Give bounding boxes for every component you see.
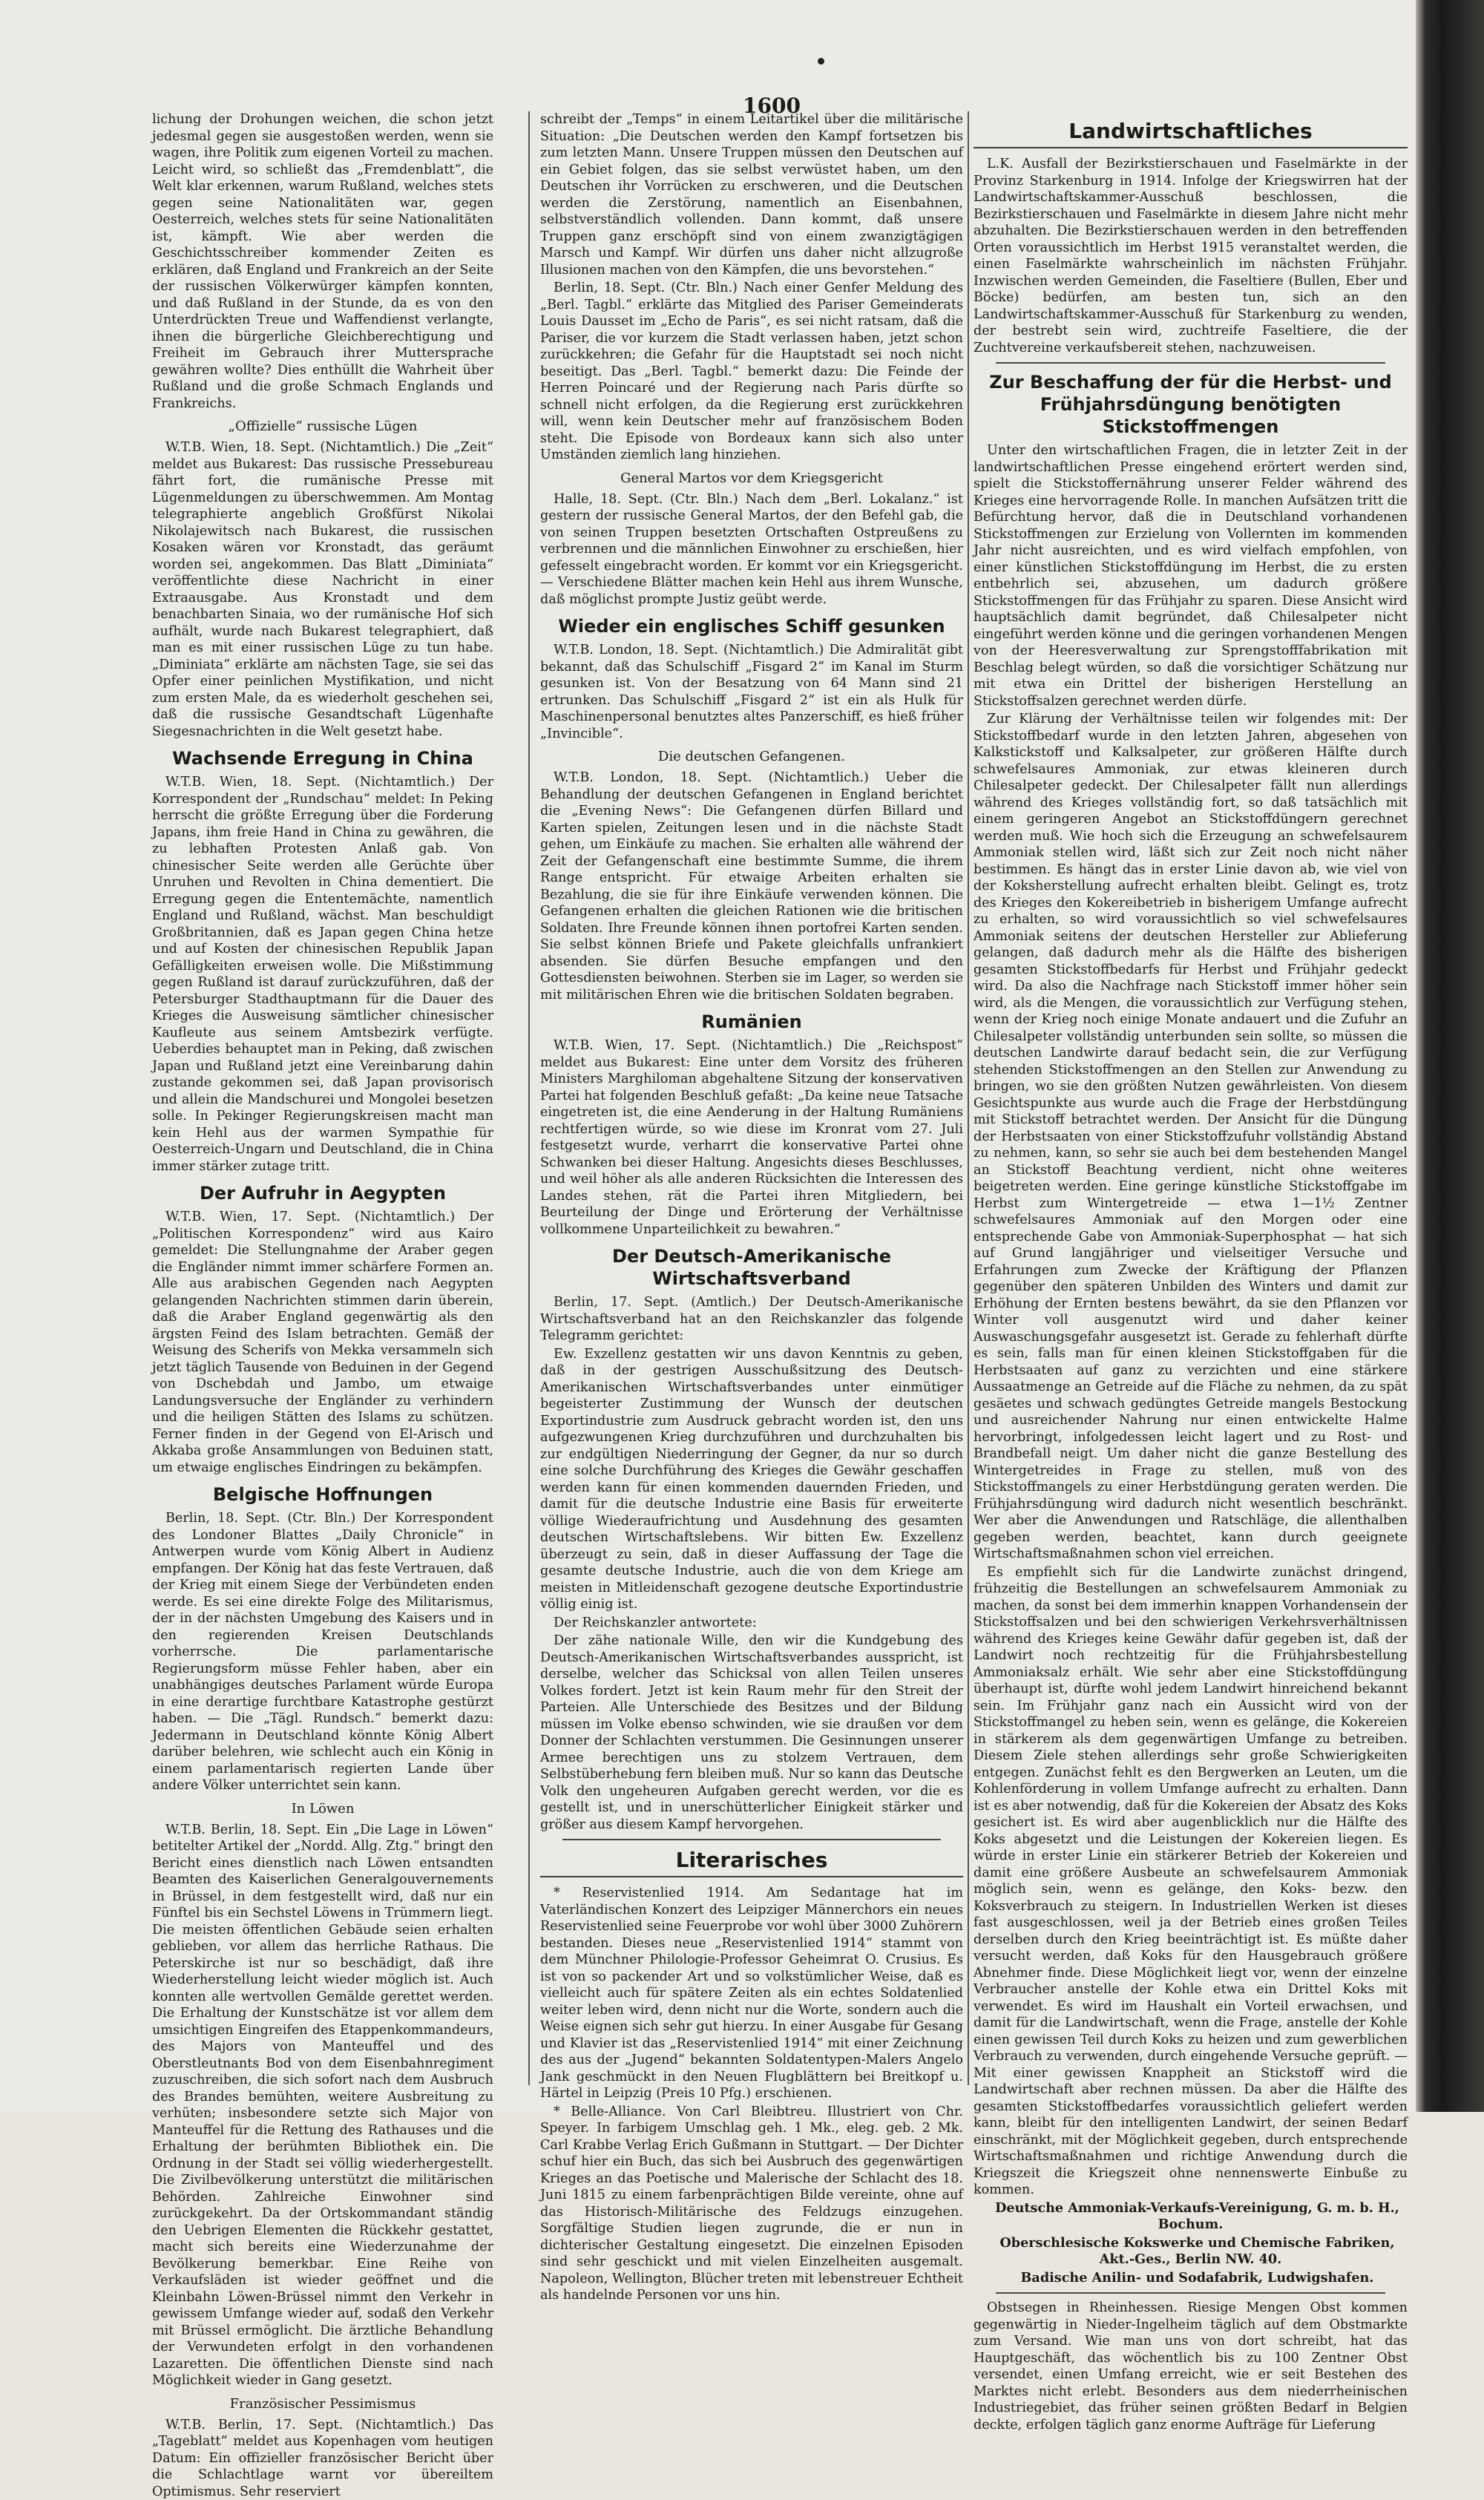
ink-dot: [818, 58, 824, 65]
article-text: lichung der Drohungen weichen, die schon jetzt jedesmal gegen sie ausgestoßen werden, wenn sie wagen, ihre Politik zum eigenen Vorteil zu machen. Leicht wird, so schließt das „Fremdenblatt“, die Welt klar erkennen, warum Rußland, welches stets gegen seine Nationalitäten war, gegen Oesterreich, welches stets für seine Nationalitäten ist, kämpft. Wie aber werden die Geschichtsschreiber kommender Zeiten es erklären, daß England und Frankreich an der Seite der russischen Völkerwürger kämpfen konnten, und daß Rußland in der Stunde, da es von den Unterdrückten Treue und Waffendienst verlangte, ihnen die bürgerliche Gleichberechtigung und Freiheit im Gebrauch ihrer Muttersprache gewähren wollte? Dies enthüllt die Wahrheit über Rußland und die große Schmach Englands und Frankreichs.: [152, 111, 493, 412]
headline-belgien: Belgische Hoffnungen: [152, 1483, 493, 1506]
column-right: [974, 111, 1408, 2093]
article-text: Unter den wirtschaftlichen Fragen, die in letzter Zeit in der landwirtschaftlichen Presse eingehend erörtert werden sind, spielt die Stickstoffernährung unserer Felder während des Krieges eine hervorragende Rolle. In manchen Aufsätzen tritt die Befürchtung hervor, daß die in Deutschland vorhandenen Stickstoffmengen zur Erzielung von Vollernten im kommenden Jahr nicht ausreichten, und es wird vielfach empfohlen, von einer künstlichen Stickstoffdüngung im Herbst, die zu ersten entbehrlich sei, abzusehen, um dadurch größere Stickstoffmengen für das Frühjahr zu sparen. Diese Ansicht wird hauptsächlich damit begründet, daß Chilesalpeter nicht eingeführt werden könne und die geringen vorhandenen Mengen von der Heeresverwaltung zur Sprengstofffabrikation mit Beschlag belegt würden, so daß die vorsichtiger Schätzung nur mit etwa ein Drittel der bisherigen Herstellung an Stickstoffsalzen gerechnet werden dürfe.: [974, 442, 1408, 709]
column-middle: [540, 111, 963, 2093]
article-text: W.T.B. Wien, 18. Sept. (Nichtamtlich.) Der Korrespondent der „Rundschau“ meldet: In Peking herrscht die größte Erregung über die Forderung Japans, ihm freie Hand in China zu gewähren, die zu lebhaften Protesten Anlaß gab. Von chinesischer Seite werden alle Gerüchte über Unruhen und Revolten in China dementiert. Die Erregung gegen die Ententemächte, namentlich England und Rußland, wächst. Man beschuldigt Großbritannien, daß es Japan gegen China hetze und auf Kosten der chinesischen Republik Japan Gefälligkeiten erweisen wolle. Die Mißstimmung gegen Rußland ist darauf zurückzuführen, daß der Petersburger Stadthauptmann für die Dauer des Krieges die Ausweisung sämtlicher chinesischer Kaufleute aus seinem Amtsbezirk verfügte. Ueberdies behauptet man in Peking, daß zwischen Japan und Rußland jetzt eine Vereinbarung dahin zustande gekommen sei, daß Japan provisorisch und allein die Mandschurei und Mongolei besetzen solle. In Pekinger Regierungskreisen macht man kein Hehl aus der warmen Sympathie für Oesterreich-Ungarn und Deutschland, die in China immer stärker zutage tritt.: [152, 774, 493, 1175]
section-divider: [996, 2292, 1385, 2294]
column-rule: [528, 111, 530, 2085]
section-divider: [562, 1839, 941, 1840]
article-text: Berlin, 18. Sept. (Ctr. Bln.) Der Korrespondent des Londoner Blattes „Daily Chronicle“ in Antwerpen wurde vom König Albert in Audienz empfangen. Der König hat das feste Vertrauen, daß der Krieg mit einem Siege der Verbündeten enden werde. Es sei eine direkte Folge des Militarismus, der in der nächsten Umgebung des Kaisers und in den regierenden Kreisen Deutschlands vorherrsche. Die parlamentarische Regierungsform müsse Fehler haben, aber ein unabhängiges deutsches Parlament würde Europa in eine derartige furchtbare Katastrophe gestürzt haben. — Die „Tägl. Rundsch.“ bemerkt dazu: Jedermann in Deutschland könnte König Albert darüber belehren, wie schlecht auch ein König in einem parlamentarisch regierten Lande über andere Völker unterrichtet sein kann.: [152, 1510, 493, 1794]
article-text: Berlin, 18. Sept. (Ctr. Bln.) Nach einer Genfer Meldung des „Berl. Tagbl.“ erklärte das Mitglied des Pariser Gemeinderats Louis Dausset im „Echo de Paris“, es sei nicht ratsam, daß die Pariser, die vor kurzem die Stadt verlassen haben, jetzt schon zurückkehren; die Gefahr für die Hauptstadt sei noch nicht beseitigt. Das „Berl. Tagbl.“ bemerkt dazu: Die Feinde der Herren Poincaré und der Regierung nach Paris dürfte so schnell nicht erfolgen, da die Regierung erst zurückkehren will, wenn kein Deutscher mehr auf französischem Boden steht. Die Episode von Bordeaux kann sich also unter Umständen ziemlich lang hinziehen.: [540, 280, 963, 464]
signature-ammoniak: Deutsche Ammoniak-Verkaufs-Vereinigung, G. m. b. H., Bochum.: [974, 2200, 1408, 2234]
article-text: schreibt der „Temps“ in einem Leitartikel über die militärische Situation: „Die Deutschen werden den Kampf fortsetzen bis zum letzten Mann. Unsere Truppen müssen den Deutschen auf ein Gebiet folgen, das sie selbst verwüstet haben, um den Deutschen ihr Vorrücken zu erschweren, und die Deutschen werden die Zerstörung, namentlich an Eisenbahnen, selbstverständlich vollenden. Dann kommt, daß unsere Truppen ganz erschöpft sind von einem zwanzigtägigen Marsch und Kampf. Wir dürfen uns daher nicht allzugroße Illusionen machen von den Kämpfen, die uns bevorstehen.“: [540, 111, 963, 278]
signature-kokswerke: Oberschlesische Kokswerke und Chemische Fabriken, Akt.-Ges., Berlin NW. 40.: [974, 2235, 1408, 2268]
article-text: Der zähe nationale Wille, den wir die Kundgebung des Deutsch-Amerikanischen Wirtschaftsverbandes ausspricht, ist derselbe, welcher das Schicksal von allen Teilen unseres Volkes fordert. Jetzt ist kein Raum mehr für den Streit der Parteien. Alle Unterschiede des Besitzes und der Bildung müssen im Volke ebenso schwinden, wie sie draußen vor dem Donner der Schlachten verstummen. Die Gesinnungen unserer Armee berechtigen uns zu stolzem Vertrauen, dem Selbstüberhebung fern bleiben muß. Nur so kann das Deutsche Volk den ungeheuren Aufgaben gerecht werden, vor die es gestellt ist, und in unerschütterlicher Einigkeit stärker und größer aus diesem Kampf hervorgehen.: [540, 1633, 963, 1833]
section-literarisches: Literarisches: [540, 1848, 963, 1877]
headline-schiff: Wieder ein englisches Schiff gesunken: [540, 615, 963, 637]
article-text: W.T.B. Berlin, 17. Sept. (Nichtamtlich.) Das „Tageblatt“ meldet aus Kopenhagen vom heutigen Datum: Ein offizieller französischer Bericht über die Schlachtlage warnt vor übereiltem Optimismus. Sehr reserviert: [152, 2417, 493, 2500]
signature-basf: Badische Anilin- und Sodafabrik, Ludwigshafen.: [974, 2270, 1408, 2287]
headline-gefangene: Die deutschen Gefangenen.: [540, 748, 963, 766]
headline-martos: General Martos vor dem Kriegsgericht: [540, 470, 963, 488]
column-rule: [968, 111, 969, 2085]
headline-pessimismus: Französischer Pessimismus: [152, 2395, 493, 2413]
headline-china: Wachsende Erregung in China: [152, 747, 493, 770]
section-landwirtschaftliches: Landwirtschaftliches: [974, 119, 1408, 148]
article-text: * Belle-Alliance. Von Carl Bleibtreu. Illustriert von Chr. Speyer. In farbigem Umschlag geh. 1 Mk., eleg. geb. 2 Mk. Carl Krabbe Verlag Erich Gußmann in Stuttgart. — Der Dichter schuf hier ein Buch, das sich bei Ausbruch des gegenwärtigen Krieges an das Poetische und Malerische der Schlacht des 18. Juni 1815 zu einem farbenprächtigen Bilde vereinte, ohne auf das Historisch-Militärische des Feldzugs einzugehen. Sorgfältige Studien liegen zugrunde, die er nun in dichterischer Gestaltung eingesetzt. Die einzelnen Episoden sind sehr geschickt und mit vielen Einzelheiten ausgemalt. Napoleon, Wellington, Blücher treten mit lebenstreuer Echtheit als handelnde Personen vor uns hin.: [540, 2104, 963, 2304]
article-text: Halle, 18. Sept. (Ctr. Bln.) Nach dem „Berl. Lokalanz.“ ist gestern der russische General Martos, der den Befehl gab, die von seinen Truppen besetzten Ortschaften Ostpreußens zu verbrennen und die männlichen Einwohner zu erschießen, hier gefesselt eingebracht worden. Er kommt vor ein Kriegsgericht. — Verschiedene Blätter machen kein Hehl aus ihrem Wunsche, daß möglichst prompte Justiz geübt werde.: [540, 491, 963, 608]
article-text: W.T.B. London, 18. Sept. (Nichtamtlich.) Die Admiralität gibt bekannt, daß das Schulschiff „Fisgard 2“ im Kanal im Sturm gesunken ist. Von der Besatzung von 64 Mann sind 21 ertrunken. Das Schulschiff „Fisgard 2“ ist ein als Hulk für Maschinenpersonal benutztes altes Panzerschiff, es hieß früher „Invincible“.: [540, 642, 963, 742]
headline-wirtschaftsverband: Der Deutsch-Amerikanische Wirtschaftsverband: [540, 1245, 963, 1290]
headline-luegen: „Offizielle“ russische Lügen: [152, 418, 493, 436]
article-text: W.T.B. Wien, 17. Sept. (Nichtamtlich.) Der „Politischen Korrespondenz“ wird aus Kairo gemeldet: Die Stellungnahme der Araber gegen die Engländer nimmt immer schärfere Formen an. Alle aus arabischen Gegenden nach Aegypten gelangenden Nachrichten stimmen darin überein, daß die Araber England gegenwärtig als den ärgsten Feind des Islam betrachten. Gemäß der Weisung des Scherifs von Mekka versammeln sich jetzt täglich Tausende von Beduinen in der Gegend von Dschebdah und Jambo, um etwaige Landungsversuche der Engländer zu verhindern und die heiligen Stätten des Islams zu schützen. Ferner finden in der Gegend von El-Arisch und Akkaba große Ansammlungen von Beduinen statt, um etwaige englisches Eindringen zu bekämpfen.: [152, 1209, 493, 1476]
page-number: 1600: [742, 93, 801, 118]
article-text: Zur Klärung der Verhältnisse teilen wir folgendes mit: Der Stickstoffbedarf wurde in den letzten Jahren, abgesehen von Kalkstickstoff und Kalksalpeter, zur größeren Hälfte durch schwefelsaures Ammoniak, zur etwas kleineren durch Chilesalpeter gedeckt. Der Chilesalpeter fällt nun allerdings während des Krieges vollständig fort, so daß tatsächlich mit einem geringeren Angebot an Stickstoffdüngern gerechnet werden muß. Wie hoch sich die Erzeugung an schwefelsaurem Ammoniak stellen wird, läßt sich zur Zeit noch nicht näher bestimmen. Es hängt das in erster Linie davon ab, wie viel von der Koksherstellung aufrecht erhalten bleibt. Gelingt es, trotz des Krieges den Kokereibetrieb in bisherigem Umfange aufrecht zu erhalten, so wird voraussichtlich so viel schwefelsaures Ammoniak seitens der deutschen Hersteller zur Ablieferung gelangen, daß dadurch mehr als die Hälfte des bisherigen gesamten Stickstoffbedarfs für Herbst und Frühjahr gedeckt wird. Da also die Nachfrage nach Stickstoff immer höher sein wird, als die Mengen, die voraussichtlich zur Verfügung stehen, wenn der Krieg noch einige Monate andauert und die Zufuhr an Chilesalpeter vollständig unterbunden sein sollte, so müssen die deutschen Landwirte darauf bedacht sein, die zur Verfügung stehenden Stickstoffmengen an den Stellen zur Anwendung zu bringen, wo sie den größten Nutzen gewährleisten. Von diesem Gesichtspunkte aus wurde auch die Frage der Herbstdüngung mit Stickstoff betrachtet werden. Der Ansicht für die Düngung der Herbstsaaten von einer Stickstoffzufuhr vollständig Abstand zu nehmen, kann, so sehr sie auch bei dem bestehenden Mangel an Stickstoff Beachtung verdient, nicht ohne weiteres beigetreten werden. Eine geringe künstliche Stickstoffgabe im Herbst zum Wintergetreide — etwa 1—1½ Zentner schwefelsaures Ammoniak auf den Morgen oder eine entsprechende Gabe von Ammoniak-Superphosphat — hat sich auf Grund langjähriger und vielseitiger Versuche und Erfahrungen zum Zwecke der Kräftigung der Pflanzen gegenüber den späteren Unbilden des Winters und damit zur Erhöhung der Ernten bestens bewährt, da sie den Pflanzen vor Winter voll ausgenutzt wird und daher keiner Auswaschungsgefahr ausgesetzt ist. Gerade zu fehlerhaft dürfte es sein, falls man für einen kleinen Stickstoffgaben für die Herbstsaaten auf ganz zu verzichten und eine stärkere Aussaatmenge an Getreide auf die Fläche zu nehmen, da zu spät gesäetes und schwach gedüngtes Getreide mangels Bestockung und ausreichender Nahrung nur einen entwickelte Halme hervorbringt, infolgedessen leicht lagert und zu Rost- und Brandbefall neigt. Um daher nicht die ganze Bestellung des Wintergetreides in Frage zu stellen, muß von des Stickstoffmangels zu einer Herbstdüngung geraten werden. Die Frühjahrsdüngung wird dadurch nicht wesentlich beschränkt. Wer aber die Anwendungen und Ratschläge, die allenthalben gegeben werden, beachtet, kann durch geeignete Wirtschaftsmaßnahmen schon viel erreichen.: [974, 711, 1408, 1563]
article-text: Es empfiehlt sich für die Landwirte zunächst dringend, frühzeitig die Bestellungen an schwefelsaurem Ammoniak zu machen, da sonst bei dem immerhin knappen Vorhandensein der Stickstoffsalzen und bei den schwierigen Verkehrsverhältnissen während des Krieges keine Gewähr dafür gegeben ist, daß der Landwirt noch rechtzeitig für die Frühjahrsbestellung Ammoniaksalz erhält. Wie sehr aber eine Stickstoffdüngung überhaupt ist, dürfte wohl jedem Landwirt hinreichend bekannt sein. Im Frühjahr ganz nach ein Aussicht wird von der Stickstoffmangel zu heben sein, wenn es gelänge, die Kokereien in stärkerem als dem gegenwärtigen Umfange zu betreiben. Diesem Ziele stehen allerdings sehr große Schwierigkeiten entgegen. Zunächst fehlt es den Bergwerken an Leuten, um die Kohlenförderung in vollem Umfange aufrecht zu erhalten. Dann ist es aber notwendig, daß für die Kokereien der Absatz des Koks gesichert ist. Es wird aber augenblicklich nur die Hälfte des Koks abgesetzt und die Leistungen der Kokereien liegen. Es würde in erster Linie ein stärkerer Betrieb der Kokereien und damit eine größere Ausbeute an schwefelsaurem Ammoniak möglich sein, wenn es gelänge, den Koks- bezw. den Koksverbrauch zu steigern. In Industriellen Werken ist dieses fast ausgeschlossen, weil ja der Betrieb eines großen Teiles derselben durch den Krieg beeinträchtigt ist. Es müßte daher versucht werden, daß Koks für den Hausgebrauch größere Abnehmer finde. Diese Möglichkeit liegt vor, wenn der einzelne Verbraucher anstelle der Kohle etwa ein Drittel Koks mit verwendet. Es wird im Haushalt ein Vorteil erwachsen, und damit für die Landwirtschaft, wenn die Frage, anstelle der Kohle einen gewissen Teil durch Koks zu heizen und zum gewerblichen Verbrauch zu verwenden, durch eingehende Versuche geprüft. — Mit einer gewissen Knappheit an Stickstoff wird die Landwirtschaft aber rechnen müssen. Da aber die Hälfte des gesamten Stickstoffbedarfes voraussichtlich geliefert werden kann, bleibt für den intelligenten Landwirt, der seinen Bedarf einschränkt, mit der Möglichkeit gegeben, durch entsprechende Wirtschaftsmaßnahmen und richtige Anwendung durch die Kriegszeit die Kriegszeit ohne nennenswerte Einbuße zu kommen.: [974, 1564, 1408, 2199]
article-text: W.T.B. Wien, 17. Sept. (Nichtamtlich.) Die „Reichspost“ meldet aus Bukarest: Eine unter dem Vorsitz des früheren Ministers Marghiloman abgehaltene Sitzung der konservativen Partei hat folgenden Beschluß gefaßt: „Da keine neue Tatsache eingetreten ist, die eine Aenderung in der Haltung Rumäniens rechtfertigen würde, so wie diese im Kronrat vom 27. Juli festgesetzt wurde, verharrt die konservative Partei ohne Schwanken bei dieser Haltung. Angesichts dieses Beschlusses, und weil höher als alle anderen Rücksichten die Interessen des Landes stehen, rät die Partei ihren Mitgliedern, bei Beurteilung der Dinge und Erörterung der Verhältnisse vollkommene Unparteilichkeit zu bewahren.“: [540, 1037, 963, 1238]
headline-rumaenien: Rumänien: [540, 1011, 963, 1033]
headline-loewen: In Löwen: [152, 1800, 493, 1818]
article-text: W.T.B. Wien, 18. Sept. (Nichtamtlich.) Die „Zeit“ meldet aus Bukarest: Das russische Pressebureau fährt fort, die rumänische Presse mit Lügenmeldungen zu überschwemmen. Am Montag telegraphierte angeblich Großfürst Nikolai Nikolajewitsch nach Bukarest, die russischen Kosaken wären vor Kronstadt, das geräumt worden sei, angekommen. Das Blatt „Diminiata“ veröffentlichte diese Nachricht in einer Extraausgabe. Aus Kronstadt und dem benachbarten Sinaia, wo der rumänische Hof sich aufhält, wurde nach Bukarest telegraphiert, daß man es mit einer russischen Lüge zu tun habe. „Diminiata“ erklärte am nächsten Tage, sie sei das Opfer einer peinlichen Mystifikation, und nicht zum ersten Male, da es wiederholt geschehen sei, daß die russische Gesandtschaft Lügenhafte Siegesnachrichten in die Welt gesetzt habe.: [152, 439, 493, 740]
headline-aegypten: Der Aufruhr in Aegypten: [152, 1182, 493, 1204]
article-text: Ew. Exzellenz gestatten wir uns davon Kenntnis zu geben, daß in der gestrigen Ausschußsitzung des Deutsch-Amerikanischen Wirtschaftsverbandes unter einmütiger begeisterter Zustimmung der Wunsch der deutschen Exportindustrie zum Ausdruck gebracht worden ist, den uns aufgezwungenen Krieg durchzuführen und durchzuhalten bis zur endgültigen Niederringung der Gegner, da nur so durch eine solche Durchführung des Krieges die Gewähr geschaffen werden kann für einen kommenden dauernden Frieden, und damit für die deutsche Industrie eine Basis für erweiterte völlige Wiederaufrichtung und Ausdehnung des gesamten deutschen Wirtschaftslebens. Wir bitten Ew. Exzellenz überzeugt zu sein, daß in dieser Auffassung der Tage die gesamte deutsche Industrie, auch die von dem Kriege am meisten in Mitleidenschaft gezogene deutsche Exportindustrie völlig einig ist.: [540, 1346, 963, 1613]
article-text: W.T.B. London, 18. Sept. (Nichtamtlich.) Ueber die Behandlung der deutschen Gefangenen in England berichtet die „Evening News“: Die Gefangenen dürfen Billard und Karten spielen, Zeitungen lesen und in die nächste Stadt gehen, um Einkäufe zu machen. Sie erhalten alle während der Zeit der Gefangenschaft eine bestimmte Summe, die ihrem Range entspricht. Für etwaige Arbeiten erhalten sie Bezahlung, die sie für ihre Einkäufe verwenden können. Die Gefangenen erhalten die gleichen Rationen wie die britischen Soldaten. Ihre Freunde können ihnen portofrei Karten senden. Sie selbst können Briefe und Pakete gleichfalls unfrankiert absenden. Sie dürfen Besuche empfangen und den Gottesdiensten beiwohnen. Sterben sie im Lager, so werden sie mit militärischen Ehren wie die britischen Soldaten begraben.: [540, 770, 963, 1003]
article-text: Obstsegen in Rheinhessen. Riesige Mengen Obst kommen gegenwärtig in Nieder-Ingelheim täglich auf dem Obstmarkte zum Versand. Wie man uns von dort schreibt, hat das Hauptgeschäft, das wöchentlich bis zu 100 Zentner Obst versendet, einen Umfang erreicht, wie er seit Bestehen des Marktes nicht erlebt. Besonders aus dem niederrheinischen Industriegebiet, das früher seinen größten Bedarf in Belgien deckte, erfolgen täglich ganz enorme Aufträge für Lieferung: [974, 2300, 1408, 2433]
column-left: [152, 111, 493, 2093]
article-text: Berlin, 17. Sept. (Amtlich.) Der Deutsch-Amerikanische Wirtschaftsverband hat an den Reichskanzler das folgende Telegramm gerichtet:: [540, 1294, 963, 1345]
section-divider: [996, 362, 1385, 364]
article-text: * Reservistenlied 1914. Am Sedantage hat im Vaterländischen Konzert des Leipziger Männerchors ein neues Reservistenlied seine Feuerprobe vor wohl über 3000 Zuhörern bestanden. Dieses neue „Reservistenlied 1914“ stammt von dem Münchner Philologie-Professor Geheimrat O. Crusius. Es ist von so packender Art und so volkstümlicher Weise, daß es vielleicht auch für spätere Zeiten als ein echtes Soldatenlied weiter leben wird, denn nicht nur die Worte, sondern auch die Weise eignen sich sehr gut hierzu. In einer Ausgabe für Gesang und Klavier ist das „Reservistenlied 1914“ mit einer Zeichnung des aus der „Jugend“ bekannten Soldatentypen-Malers Angelo Jank geschmückt in den Neuen Flugblättern bei Breitkopf u. Härtel in Leipzig (Preis 10 Pfg.) erschienen.: [540, 1885, 963, 2102]
headline-duengung: Zur Beschaffung der für die Herbst- und Frühjahrsdüngung benötigten Stickstoffmengen: [974, 371, 1408, 438]
article-text: W.T.B. Berlin, 18. Sept. Ein „Die Lage in Löwen“ betitelter Artikel der „Nordd. Allg. Ztg.“ bringt den Bericht eines dienstlich nach Löwen entsandten Beamten des Kaiserlichen Generalgouvernements in Brüssel, in dem festgestellt wird, daß nur ein Fünftel bis ein Sechstel Löwens in Trümmern liegt. Die meisten öffentlichen Gebäude seien erhalten geblieben, vor allem das herrliche Rathaus. Die Peterskirche ist nur so beschädigt, daß ihre Wiederherstellung leicht wieder möglich ist. Auch konnten alle wertvollen Gemälde gerettet werden. Die Erhaltung der Kunstschätze ist vor allem dem umsichtigen Eingreifen des Etappenkommandeurs, des Majors von Manteuffel und des Oberstleutnants Bod von dem Eisenbahnregiment zuzuschreiben, die sich sofort nach dem Ausbruch des Brandes bemühten, weitere Ausbreitung zu verhüten; insbesondere setzte sich Major von Manteuffel für die Rettung des Rathauses und die Erhaltung der berühmten Bibliothek ein. Die Ordnung in der Stadt sei völlig wiederhergestellt. Die Zivilbevölkerung unterstützt die militärischen Behörden. Zahlreiche Einwohner sind zurückgekehrt. Da der Ortskommandant ständig den Uebrigen Elementen die Rückkehr gestattet, macht sich bereits eine Wiederzunahme der Bevölkerung bemerkbar. Eine Reihe von Verkaufsläden ist wieder geöffnet und die Kleinbahn Löwen-Brüssel nimmt den Verkehr in gewissem Umfange wieder auf, sodaß den Verkehr mit Brüssel ermöglicht. Die ärztliche Behandlung der Verwundeten erfolgt in den vorhandenen Lazaretten. Die öffentlichen Dienste sind nach Möglichkeit wieder in Gang gesetzt.: [152, 1822, 493, 2389]
article-text: L.K. Ausfall der Bezirkstierschauen und Faselmärkte in der Provinz Starkenburg in 1914. Infolge der Kriegswirren hat der Landwirtschaftskammer-Ausschuß beschlossen, die Bezirkstierschauen und Faselmärkte in diesem Jahre nicht mehr abzuhalten. Die Bezirkstierschauen werden in den betreffenden Orten voraussichtlich im Herbst 1915 veranstaltet werden, die einen Faselmärkte wahrscheinlich im nächsten Frühjahr. Inzwischen werden Gemeinden, die Faseltiere (Bullen, Eber und Böcke) bedürfen, am besten tun, sich an den Landwirtschaftskammer-Ausschuß für Starkenburg zu wenden, der bestrebt sein wird, zuchtreife Faseltiere, die der Zuchtvereine verkaufsbereit stehen, nachzuweisen.: [974, 156, 1408, 356]
adjacent-page-edge: [1416, 0, 1484, 2112]
article-text: Der Reichskanzler antwortete:: [540, 1615, 963, 1632]
